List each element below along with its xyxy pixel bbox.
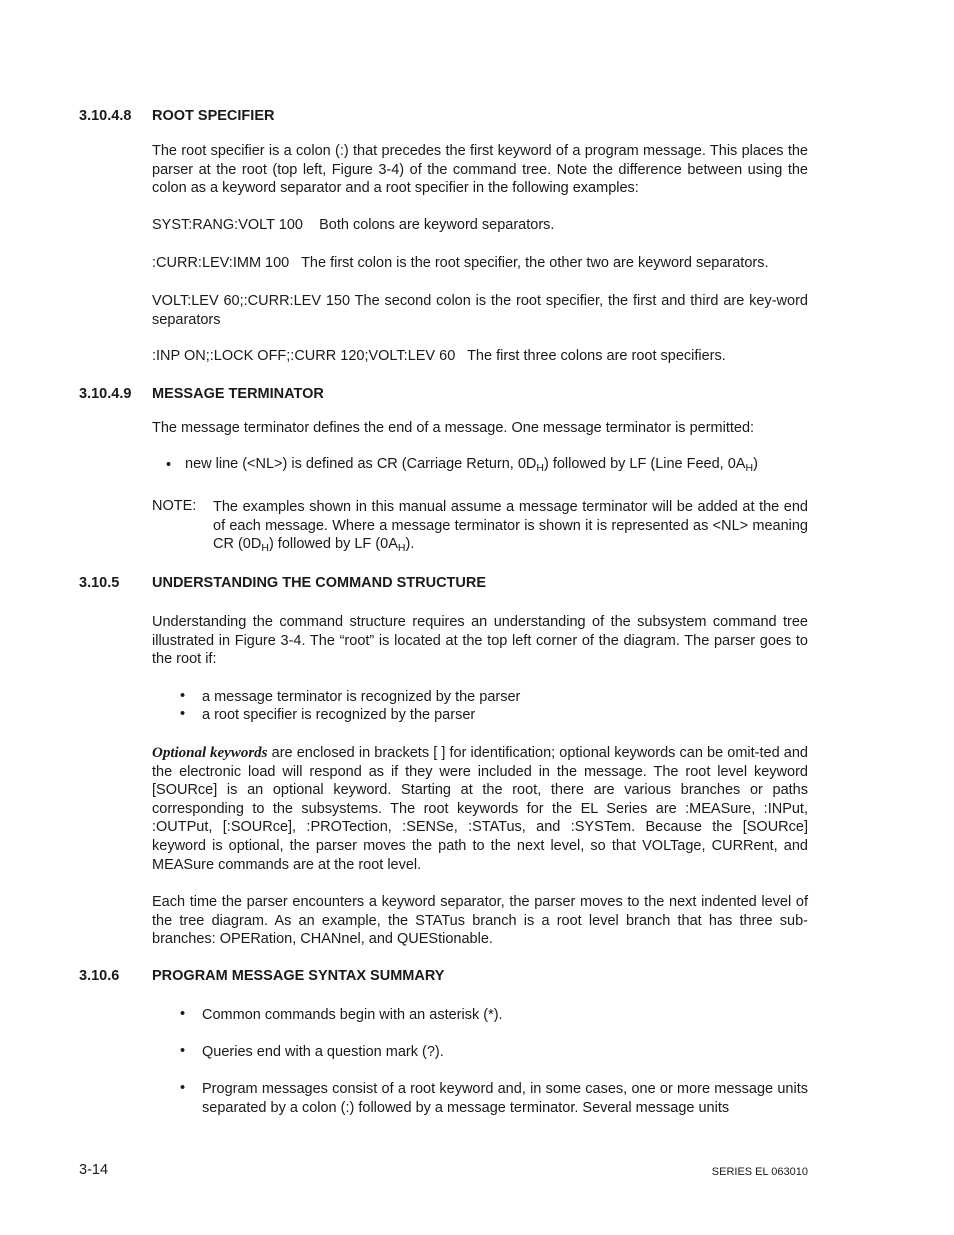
text-span: ) followed by LF (0A [268,536,398,553]
example-line: :CURR:LEV:IMM 100 The first colon is the root specifier, the other two are keyword separators. [152,255,769,271]
section-title: ROOT SPECIFIER [152,108,275,124]
document-id: SERIES EL 063010 [711,1166,808,1178]
paragraph: Each time the parser encounters a keyword separator, the parser moves to the next indented level of the tree diagram. As an example, the STATus branch is a root level branch that has three sub-branches: OPERation, CHANnel, and QUEStionable. [152,894,808,948]
bullet-marker: • [180,1006,186,1022]
bullet-marker: • [180,1043,186,1059]
list-item: a root specifier is recognized by the parser [202,707,476,723]
example-line: :INP ON;:LOCK OFF;:CURR 120;VOLT:LEV 60 The first three colons are root specifiers. [152,348,726,364]
note-text [213,498,808,558]
bullet-marker: • [166,457,172,473]
list-item: Common commands begin with an asterisk (*). [202,1007,503,1023]
section-number: 3.10.4.8 [79,108,132,124]
bullet-marker: • [180,706,186,722]
section-title: MESSAGE TERMINATOR [152,386,324,402]
text-span: ). [405,536,415,553]
subscript: H [397,542,406,555]
list-item: Program messages consist of a root keyword and, in some cases, one or more message units separated by a colon (:) followed by a message terminator. Several message units [202,1081,808,1116]
subscript: H [261,542,269,555]
example-line: SYST:RANG:VOLT 100 Both colons are keyword separators. [152,217,555,233]
text-span: new line (<NL>) is defined as CR (Carriage Return, 0D [185,456,537,472]
italic-term: Optional keywords [152,745,268,761]
text-span: ) followed by LF (Line Feed, 0A [543,456,746,472]
section-title: UNDERSTANDING THE COMMAND STRUCTURE [152,575,487,591]
text-span: ) [753,456,758,472]
text-span: are enclosed in brackets [ ] for identification; optional keywords can be omit-ted and the electronic load will respond as if they were included in the message. The root level keyword [SOURce] is an optional keyword. Starting at the root, there are various branches or paths corresponding to the subsystems. The root keywords for the EL Series are :MEASure, :INPut, :OUTPut, [:SOURce], :PROTection, :SENSe, :STATus, and :SYSTem. Because the [SOURce] keyword is optional, the parser moves the path to the next level, so that VOLTage, CURRent, and MEASure commands are at the root level. [152,745,808,873]
list-item [185,455,758,478]
subscript: H [536,462,544,474]
subscript: H [745,462,754,474]
section-title: PROGRAM MESSAGE SYNTAX SUMMARY [152,968,445,984]
paragraph [152,744,808,874]
section-number: 3.10.6 [79,968,120,984]
list-item: a message terminator is recognized by the parser [202,689,521,705]
text-span: The examples shown in this manual assume a message terminator will be added at the end of each message. Where a message terminator is shown it is represented as <NL> meaning CR (0D [213,499,808,553]
paragraph: The root specifier is a colon (:) that precedes the first keyword of a program message. This places the parser at the root (top left, Figure 3-4) of the command tree. Note the difference between using the colon as a keyword separator and a root specifier in the following examples: [152,143,808,197]
note-label: NOTE: [152,498,197,514]
section-number: 3.10.5 [79,575,120,591]
paragraph: Understanding the command structure requires an understanding of the subsystem command tree illustrated in Figure 3-4. The “root” is located at the top left corner of the diagram. The parser goes to the root if: [152,614,808,668]
paragraph: The message terminator defines the end of a message. One message terminator is permitted: [152,420,755,436]
bullet-marker: • [180,688,186,704]
bullet-marker: • [180,1080,186,1096]
list-item: Queries end with a question mark (?). [202,1044,444,1060]
page-number: 3-14 [79,1162,109,1178]
example-line: VOLT:LEV 60;:CURR:LEV 150 The second colon is the root specifier, the first and third are key-word separators [152,293,808,328]
section-number: 3.10.4.9 [79,386,132,402]
